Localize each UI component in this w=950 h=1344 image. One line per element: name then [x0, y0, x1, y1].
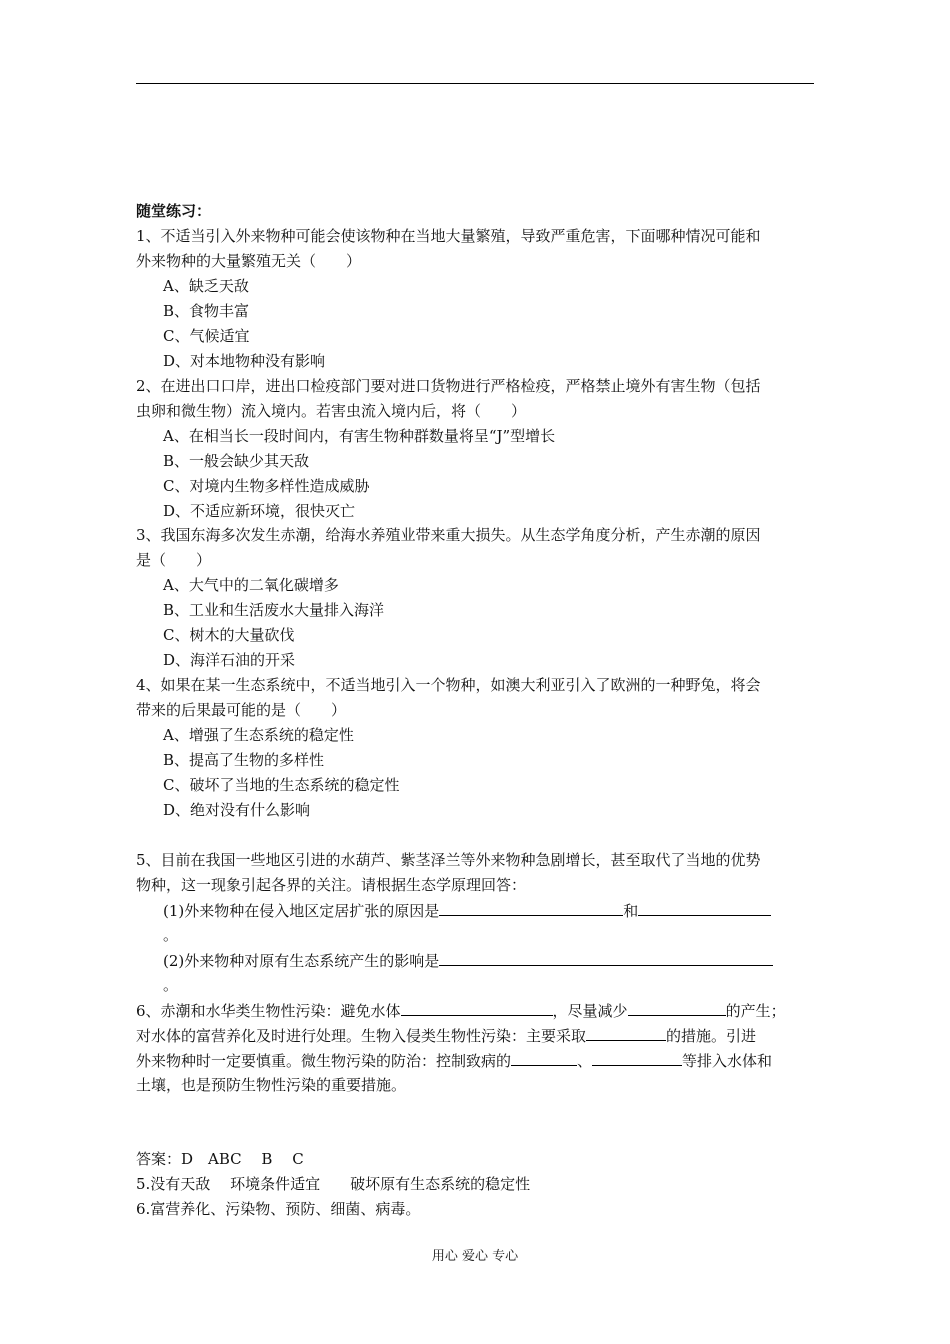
page-footer: 用心 爱心 专心: [431, 1249, 519, 1264]
q1-option-a: A、缺乏天敌: [163, 277, 249, 295]
q1-stem-line1: 1、不适当引入外来物种可能会使该物种在当地大量繁殖，导致严重危害，下面哪种情况可能和: [136, 227, 761, 245]
q4-option-c: C、破坏了当地的生态系统的稳定性: [163, 776, 400, 794]
q2-stem-line2: 虫卵和微生物）流入境内。若害虫流入境内后，将（ ）: [136, 402, 527, 420]
q5-sub2-blank: [439, 950, 773, 966]
q1-option-b: B、食物丰富: [163, 302, 250, 320]
q3-option-c: C、树木的大量砍伐: [163, 626, 295, 644]
q5-stem-line2: 物种，这一现象引起各界的关注。请根据生态学原理回答：: [136, 876, 527, 894]
q3-stem-line1: 3、我国东海多次发生赤潮，给海水养殖业带来重大损失。从生态学角度分析，产生赤潮的原因: [136, 526, 761, 544]
q5-sub1-and: 和: [623, 902, 639, 920]
q3-option-d: D、海洋石油的开采: [163, 651, 296, 669]
q1-option-d: D、对本地物种没有影响: [163, 352, 326, 370]
q5-stem-line1: 5、目前在我国一些地区引进的水葫芦、紫茎泽兰等外来物种急剧增长，甚至取代了当地的优势: [136, 851, 761, 869]
q5-sub2: [163, 950, 843, 971]
q3-option-b: B、工业和生活废水大量排入海洋: [163, 601, 385, 619]
q6-blank5: [592, 1050, 682, 1066]
q5-sub1-text: (1)外来物种在侵入地区定居扩张的原因是: [163, 902, 440, 920]
q6-line3: [136, 1050, 816, 1071]
q6-line2-a: 对水体的富营养化及时进行处理。生物入侵类生物性污染：主要采取: [136, 1027, 587, 1045]
q6-line2-b: 的措施。引进: [666, 1027, 757, 1045]
header-rule: [136, 83, 814, 84]
q6-line3-a: 外来物种时一定要慎重。微生物污染的防治：控制致病的: [136, 1052, 512, 1070]
q3-option-a: A、大气中的二氧化碳增多: [163, 576, 339, 594]
q5-sub1-blank1: [439, 900, 623, 916]
q6-blank4: [511, 1050, 577, 1066]
q2-option-b: B、一般会缺少其天敌: [163, 452, 310, 470]
q6-line3-c: 等排入水体和: [682, 1052, 773, 1070]
q6-blank1: [401, 1000, 553, 1016]
q6-line1: [136, 1000, 816, 1021]
q5-sub1-blank2: [638, 900, 771, 916]
q6-line1-a: 6、赤潮和水华类生物性污染：避免水体: [136, 1002, 401, 1020]
q4-stem-line1: 4、如果在某一生态系统中，不适当地引入一个物种，如澳大利亚引入了欧洲的一种野兔，将会: [136, 676, 761, 694]
q5-sub1-end: 。: [163, 926, 179, 944]
q6-blank3: [586, 1025, 666, 1041]
q2-option-a: A、在相当长一段时间内，有害生物种群数量将呈“J”型增长: [163, 427, 556, 445]
q3-stem-line2: 是（ ）: [136, 551, 212, 569]
q4-stem-line2: 带来的后果最可能的是（ ）: [136, 701, 347, 719]
q5-sub1: [163, 900, 843, 921]
q6-blank2: [628, 1000, 726, 1016]
q6-line1-c: 的产生；: [725, 1002, 786, 1020]
q4-option-b: B、提高了生物的多样性: [163, 751, 325, 769]
q1-stem-line2: 外来物种的大量繁殖无关（ ）: [136, 252, 362, 270]
answers-line1: 答案：D ABC B C: [136, 1150, 304, 1168]
section-title: 随堂练习：: [136, 202, 212, 220]
q4-option-a: A、增强了生态系统的稳定性: [163, 726, 354, 744]
q5-sub2-text: (2)外来物种对原有生态系统产生的影响是: [163, 952, 440, 970]
q1-option-c: C、气候适宜: [163, 327, 250, 345]
q6-line3-b: 、: [577, 1052, 593, 1070]
q6-line1-b: ，尽量减少: [552, 1002, 628, 1020]
answers-line3: 6.富营养化、污染物、预防、细菌、病毒。: [136, 1200, 421, 1218]
q6-line2: [136, 1025, 816, 1046]
q4-option-d: D、绝对没有什么影响: [163, 801, 311, 819]
q2-option-d: D、不适应新环境，很快灭亡: [163, 502, 356, 520]
answers-line2: 5.没有天敌 环境条件适宜 破坏原有生态系统的稳定性: [136, 1175, 531, 1193]
q6-line4: 土壤，也是预防生物性污染的重要措施。: [136, 1076, 407, 1094]
q2-option-c: C、对境内生物多样性造成威胁: [163, 477, 370, 495]
q2-stem-line1: 2、在进出口口岸，进出口检疫部门要对进口货物进行严格检疫，严格禁止境外有害生物（包括: [136, 377, 761, 395]
q5-sub2-end: 。: [163, 976, 179, 994]
